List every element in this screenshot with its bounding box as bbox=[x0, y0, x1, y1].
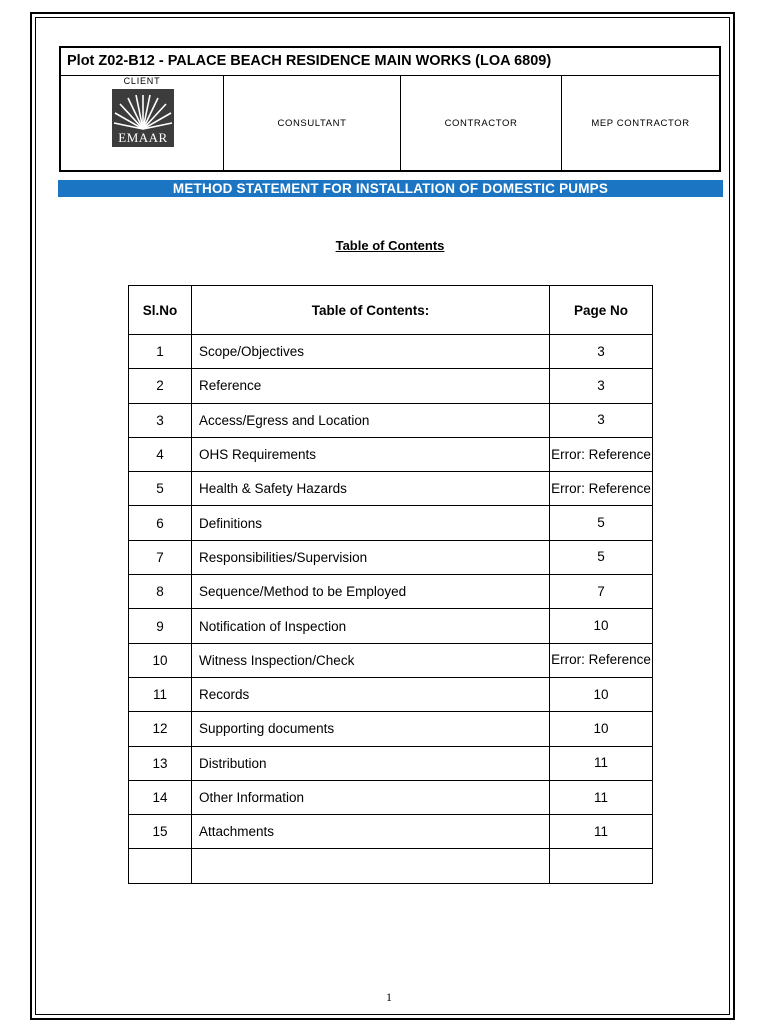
toc-row-number: 11 bbox=[129, 677, 192, 711]
table-row bbox=[129, 712, 653, 746]
table-row bbox=[129, 437, 653, 471]
toc-row-title: Reference bbox=[192, 369, 550, 403]
mep-contractor-label: MEP CONTRACTOR bbox=[591, 117, 690, 129]
toc-row-title: Distribution bbox=[192, 746, 550, 780]
table-row bbox=[129, 506, 653, 540]
toc-row-title: Other Information bbox=[192, 780, 550, 814]
toc-row-number: 8 bbox=[129, 575, 192, 609]
column-header-contents: Table of Contents: bbox=[192, 286, 550, 335]
toc-row-title: OHS Requirements bbox=[192, 437, 550, 471]
toc-row-title: Sequence/Method to be Employed bbox=[192, 575, 550, 609]
toc-row-number: 4 bbox=[129, 437, 192, 471]
toc-row-number: 5 bbox=[129, 472, 192, 506]
page-number: 1 bbox=[386, 990, 392, 1004]
toc-row-page: 10 bbox=[550, 609, 653, 643]
toc-row-page: 11 bbox=[550, 780, 653, 814]
toc-row-number: 2 bbox=[129, 369, 192, 403]
toc-row-title: Health & Safety Hazards bbox=[192, 472, 550, 506]
table-row bbox=[129, 609, 653, 643]
table-row bbox=[129, 335, 653, 369]
project-title: Plot Z02-B12 - PALACE BEACH RESIDENCE MAIN WORKS (LOA 6809) bbox=[61, 48, 719, 76]
method-statement-banner: METHOD STATEMENT FOR INSTALLATION OF DOMESTIC PUMPS bbox=[58, 180, 723, 197]
column-header-page-no: Page No bbox=[550, 286, 653, 335]
table-row bbox=[129, 403, 653, 437]
table-row bbox=[129, 815, 653, 849]
toc-row-number: 3 bbox=[129, 403, 192, 437]
toc-row-page: 7 bbox=[550, 575, 653, 609]
contractor-label: CONTRACTOR bbox=[444, 117, 518, 129]
toc-row-page: 3 bbox=[550, 335, 653, 369]
toc-row-page: Error: Reference bbox=[550, 643, 653, 677]
column-header-sl-no: Sl.No bbox=[129, 286, 192, 335]
toc-row-number: 13 bbox=[129, 746, 192, 780]
toc-row-page: Error: Reference bbox=[550, 472, 653, 506]
table-row bbox=[129, 746, 653, 780]
logo-text: EMAAR bbox=[118, 130, 168, 145]
client-cell bbox=[61, 76, 224, 170]
table-row bbox=[129, 575, 653, 609]
toc-row-number: 6 bbox=[129, 506, 192, 540]
toc-row-page bbox=[550, 849, 653, 883]
toc-row-title: Supporting documents bbox=[192, 712, 550, 746]
toc-row-number: 12 bbox=[129, 712, 192, 746]
toc-row-page: 5 bbox=[550, 540, 653, 574]
toc-row-number: 9 bbox=[129, 609, 192, 643]
toc-row-number: 1 bbox=[129, 335, 192, 369]
table-row bbox=[129, 472, 653, 506]
contractor-cell bbox=[401, 76, 562, 170]
toc-row-page: 11 bbox=[550, 746, 653, 780]
toc-row-page: 10 bbox=[550, 712, 653, 746]
toc-row-page: Error: Reference bbox=[550, 437, 653, 471]
toc-row-page: 10 bbox=[550, 677, 653, 711]
toc-row-page: 5 bbox=[550, 506, 653, 540]
toc-row-title: Records bbox=[192, 677, 550, 711]
mep-contractor-cell bbox=[562, 76, 719, 170]
toc-row-page: 3 bbox=[550, 369, 653, 403]
toc-row-number: 15 bbox=[129, 815, 192, 849]
toc-row-title: Access/Egress and Location bbox=[192, 403, 550, 437]
table-row bbox=[129, 369, 653, 403]
table-row bbox=[129, 780, 653, 814]
toc-row-title: Attachments bbox=[192, 815, 550, 849]
toc-header-row bbox=[129, 286, 653, 335]
table-row bbox=[129, 849, 653, 883]
toc-row-title: Witness Inspection/Check bbox=[192, 643, 550, 677]
toc-row-title: Responsibilities/Supervision bbox=[192, 540, 550, 574]
toc-row-page: 3 bbox=[550, 403, 653, 437]
toc-row-number: 7 bbox=[129, 540, 192, 574]
table-row bbox=[129, 540, 653, 574]
toc-row-title: Scope/Objectives bbox=[192, 335, 550, 369]
toc-heading: Table of Contents bbox=[335, 238, 445, 253]
table-row bbox=[129, 643, 653, 677]
emaar-logo bbox=[112, 89, 174, 147]
sunburst-icon bbox=[112, 89, 174, 133]
toc-row-number bbox=[129, 849, 192, 883]
toc-row-title: Definitions bbox=[192, 506, 550, 540]
toc-row-title bbox=[192, 849, 550, 883]
table-row bbox=[129, 677, 653, 711]
toc-row-title: Notification of Inspection bbox=[192, 609, 550, 643]
consultant-label: CONSULTANT bbox=[277, 117, 347, 129]
toc-row-page: 11 bbox=[550, 815, 653, 849]
consultant-cell bbox=[224, 76, 401, 170]
document-header bbox=[59, 46, 721, 172]
client-label: CLIENT bbox=[123, 76, 161, 86]
toc-table bbox=[128, 285, 653, 884]
toc-row-number: 14 bbox=[129, 780, 192, 814]
toc-row-number: 10 bbox=[129, 643, 192, 677]
